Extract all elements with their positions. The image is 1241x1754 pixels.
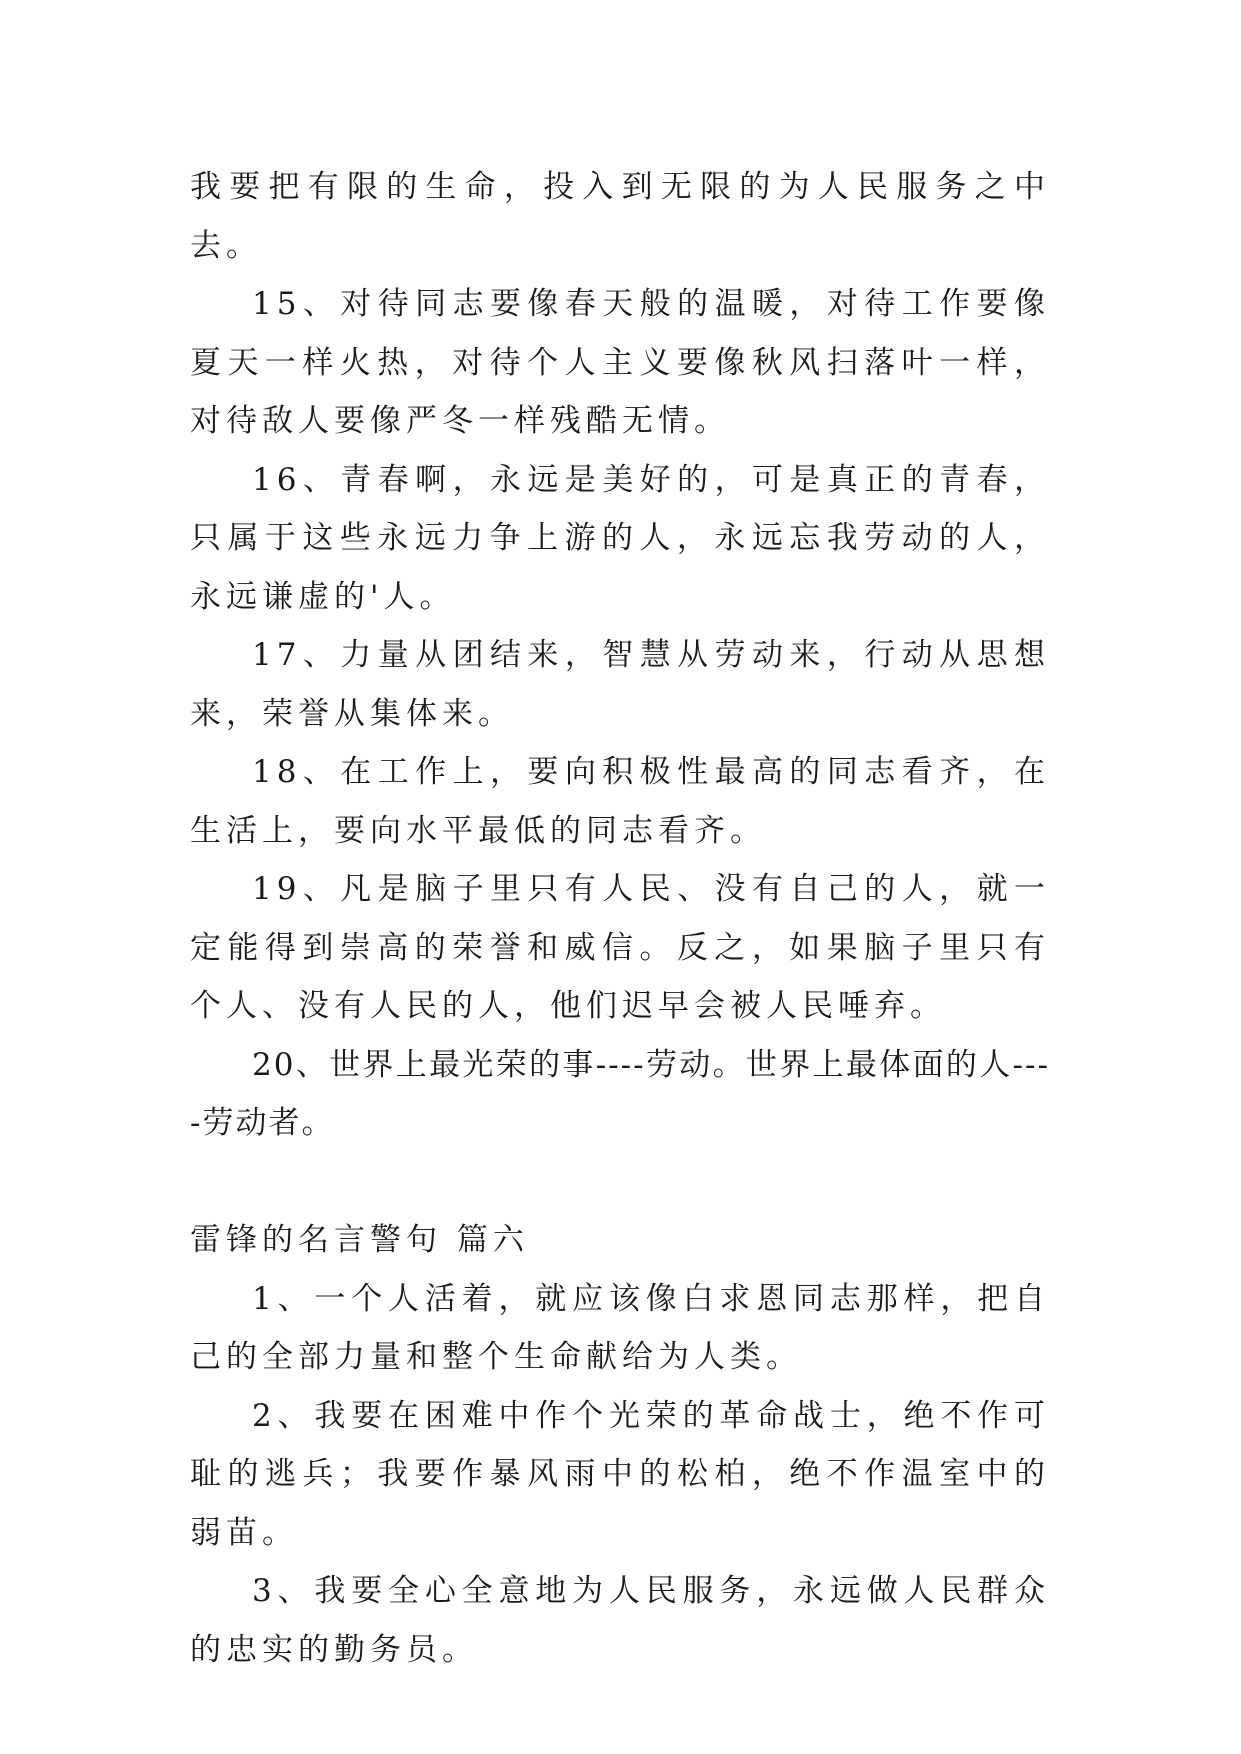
quote-item-3: 3、我要全心全意地为人民服务，永远做人民群众的忠实的勤务员。 bbox=[190, 1573, 1050, 1668]
quote-item-19: 19、凡是脑子里只有人民、没有自己的人，就一定能得到崇高的荣誉和威信。反之，如果脑子里只有个人、没有人民的人，他们迟早会被人民唾弃。 bbox=[190, 871, 1050, 1024]
quote-item-1: 1、一个人活着，就应该像白求恩同志那样，把自己的全部力量和整个生命献给为人类。 bbox=[190, 1280, 1050, 1375]
quote-item-18: 18、在工作上，要向积极性最高的同志看齐，在生活上，要向水平最低的同志看齐。 bbox=[190, 754, 1050, 849]
quote-item-16: 16、青春啊，永远是美好的，可是真正的青春，只属于这些永远力争上游的人，永远忘我劳动的人，永远谦虚的'人。 bbox=[190, 461, 1050, 615]
continuation-paragraph: 我要把有限的生命，投入到无限的为人民服务之中去。 bbox=[190, 169, 1050, 264]
section-spacer bbox=[190, 1153, 1050, 1212]
quote-item-2: 2、我要在困难中作个光荣的革命战士，绝不作可耻的逃兵；我要作暴风雨中的松柏，绝不作温室中的弱苗。 bbox=[190, 1397, 1050, 1551]
section-heading: 雷锋的名言警句 篇六 bbox=[190, 1222, 529, 1258]
quote-item-15: 15、对待同志要像春天般的温暖，对待工作要像夏天一样火热，对待个人主义要像秋风扫落叶一样，对待敌人要像严冬一样残酷无情。 bbox=[190, 286, 1050, 439]
document-body bbox=[190, 158, 1050, 1679]
quote-item-17: 17、力量从团结来，智慧从劳动来，行动从思想来，荣誉从集体来。 bbox=[190, 637, 1050, 732]
quote-item-20: 20、世界上最光荣的事----劳动。世界上最体面的人----劳动者。 bbox=[190, 1046, 1050, 1141]
